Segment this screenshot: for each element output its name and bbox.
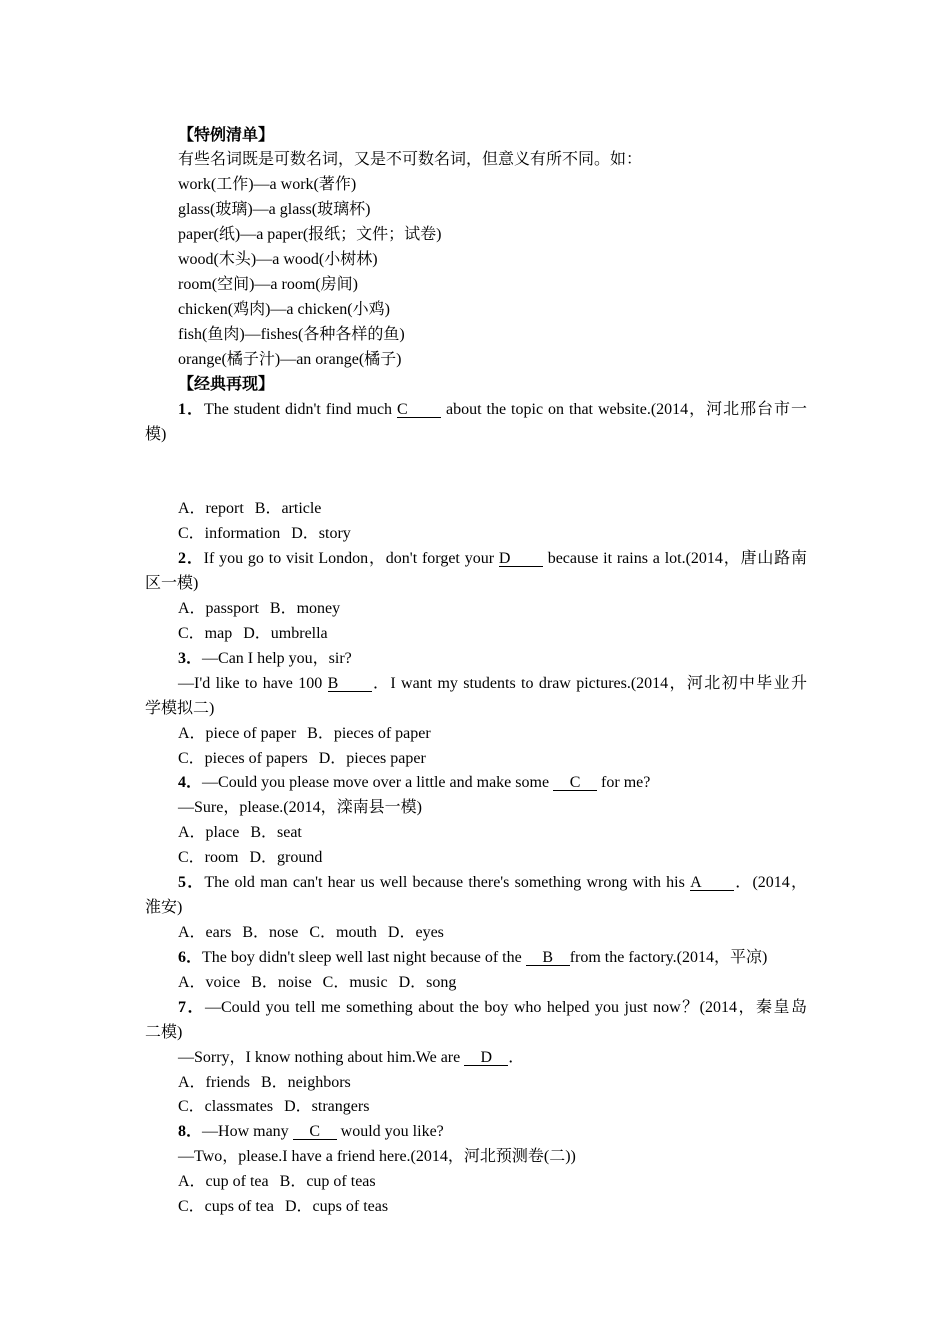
options-row	[145, 846, 807, 871]
option-b: B．cup of teas	[279, 1173, 376, 1191]
option-b: B．noise	[251, 973, 312, 991]
question-stem	[145, 946, 807, 971]
option-c: C．pieces of papers	[178, 749, 308, 767]
question-3	[145, 647, 807, 772]
option-d: D．story	[291, 525, 351, 543]
answer-blank: B	[328, 677, 372, 692]
question-reply: —Two，please.I have a friend here.(2014，河北预测卷(二))	[178, 1148, 576, 1166]
stem-before: —How many	[202, 1123, 289, 1141]
option-c: C．music	[322, 973, 388, 991]
option-b: B．neighbors	[261, 1073, 351, 1091]
option-c: C．information	[178, 525, 281, 543]
question-prompt	[145, 647, 807, 672]
option-c: C．room	[178, 849, 239, 867]
stem-after: ．I want my students to draw pictures.(2014，河北初中毕业升	[371, 674, 807, 692]
stem-before: —I'd like to have 100	[178, 674, 323, 692]
section-heading-special: 【特例清单】	[178, 126, 275, 144]
option-a: A．friends	[178, 1073, 250, 1091]
stem-after: because it rains a lot.(2014，唐山路南	[547, 550, 808, 568]
question-number: 4．	[178, 774, 203, 792]
answer-blank: D	[499, 552, 543, 567]
question-8	[145, 1120, 807, 1220]
stem-wrap: 区一模)	[145, 575, 199, 593]
question-text: —Could you tell me something about the boy who helped you just now？(2014，秦皇岛	[205, 998, 807, 1016]
option-a: A．report	[178, 500, 244, 518]
question-number: 7．	[178, 998, 205, 1016]
stem-after: ．	[508, 1048, 525, 1066]
question-prompt	[145, 996, 807, 1021]
option-b: B．nose	[242, 924, 299, 942]
option-d: D．umbrella	[243, 624, 328, 642]
noun-pair: room(空间)—a room(房间)	[178, 276, 358, 294]
options-row	[145, 622, 807, 647]
question-wrap: 二模)	[145, 1023, 183, 1041]
question-stem	[145, 871, 807, 896]
question-2	[145, 547, 807, 647]
option-a: A．place	[178, 824, 240, 842]
question-stem	[145, 771, 807, 796]
stem-wrap: 学模拟二)	[145, 699, 215, 717]
question-1	[145, 398, 807, 548]
stem-before: The student didn't find much	[203, 400, 393, 418]
question-6	[145, 946, 807, 996]
option-c: C．classmates	[178, 1098, 274, 1116]
option-b: B．article	[254, 500, 322, 518]
option-d: D．strangers	[284, 1098, 370, 1116]
option-d: D．pieces paper	[318, 749, 426, 767]
question-number: 2．	[178, 550, 204, 568]
stem-wrap: 模)	[145, 425, 167, 443]
stem-after: would you like?	[340, 1123, 444, 1141]
noun-pair: glass(玻璃)—a glass(玻璃杯)	[178, 201, 371, 219]
stem-before: If you go to visit London，don't forget your	[203, 550, 495, 568]
stem-before: —Could you please move over a little and make some	[202, 774, 550, 792]
question-4	[145, 771, 807, 871]
noun-pair: chicken(鸡肉)—a chicken(小鸡)	[178, 300, 390, 318]
options-row	[145, 1071, 807, 1096]
blank-space	[145, 447, 807, 497]
answer-blank: C	[553, 776, 597, 791]
option-c: C．map	[178, 624, 233, 642]
question-stem	[145, 1046, 807, 1071]
question-number: 5．	[178, 874, 205, 892]
question-stem	[145, 672, 807, 697]
question-reply: —Sure，please.(2014，滦南县一模)	[178, 799, 422, 817]
option-a: A．passport	[178, 600, 259, 618]
option-b: B．money	[269, 600, 341, 618]
option-d: D．eyes	[387, 924, 444, 942]
question-stem	[145, 547, 807, 572]
option-d: D．song	[398, 973, 457, 991]
question-5	[145, 871, 807, 946]
noun-pair: orange(橘子汁)—an orange(橘子)	[178, 350, 402, 368]
options-row	[145, 1170, 807, 1195]
option-a: A．piece of paper	[178, 724, 297, 742]
intro-text: 有些名词既是可数名词，又是不可数名词，但意义有所不同。如：	[178, 151, 643, 169]
options-row	[145, 597, 807, 622]
options-row	[145, 747, 807, 772]
option-a: A．ears	[178, 924, 232, 942]
noun-pair: paper(纸)—a paper(报纸；文件；试卷)	[178, 226, 442, 244]
question-stem	[145, 398, 807, 423]
options-row	[145, 1195, 807, 1220]
document-page	[145, 124, 807, 1221]
answer-blank: B	[526, 951, 570, 966]
noun-pair: fish(鱼肉)—fishes(各种各样的鱼)	[178, 325, 405, 343]
option-c: C．mouth	[309, 924, 377, 942]
option-a: A．voice	[178, 973, 241, 991]
question-7	[145, 996, 807, 1121]
stem-after: from the factory.(2014，平凉)	[569, 948, 768, 966]
options-row	[145, 821, 807, 846]
answer-blank: A	[690, 876, 734, 891]
stem-after: ．(2014，	[734, 874, 807, 892]
stem-after: about the topic on that website.(2014，河北邢台市一	[446, 400, 807, 418]
question-number: 3．	[178, 649, 203, 667]
option-d: D．ground	[249, 849, 323, 867]
options-row	[145, 497, 807, 522]
noun-pair: wood(木头)—a wood(小树林)	[178, 251, 378, 269]
answer-blank: D	[464, 1051, 508, 1066]
option-d: D．cups of teas	[284, 1198, 389, 1216]
stem-after: for me?	[601, 774, 651, 792]
stem-before: The boy didn't sleep well last night because of the	[202, 948, 522, 966]
question-stem	[145, 1120, 807, 1145]
section-heading-classic: 【经典再现】	[178, 375, 275, 393]
options-row	[145, 722, 807, 747]
option-a: A．cup of tea	[178, 1173, 269, 1191]
option-b: B．pieces of paper	[307, 724, 431, 742]
options-row	[145, 1095, 807, 1120]
question-text: —Can I help you，sir?	[202, 649, 352, 667]
noun-pair: work(工作)—a work(著作)	[178, 176, 357, 194]
question-number: 1．	[178, 400, 204, 418]
question-number: 6．	[178, 948, 203, 966]
answer-blank: C	[293, 1125, 337, 1140]
option-c: C．cups of tea	[178, 1198, 274, 1216]
options-row	[145, 971, 807, 996]
option-b: B．seat	[250, 824, 302, 842]
stem-wrap: 淮安)	[145, 899, 183, 917]
answer-blank: C	[397, 403, 441, 418]
options-row	[145, 921, 807, 946]
stem-before: —Sorry，I know nothing about him.We are	[178, 1048, 461, 1066]
options-row	[145, 522, 807, 547]
stem-before: The old man can't hear us well because there's something wrong with his	[204, 874, 685, 892]
question-number: 8．	[178, 1123, 203, 1141]
